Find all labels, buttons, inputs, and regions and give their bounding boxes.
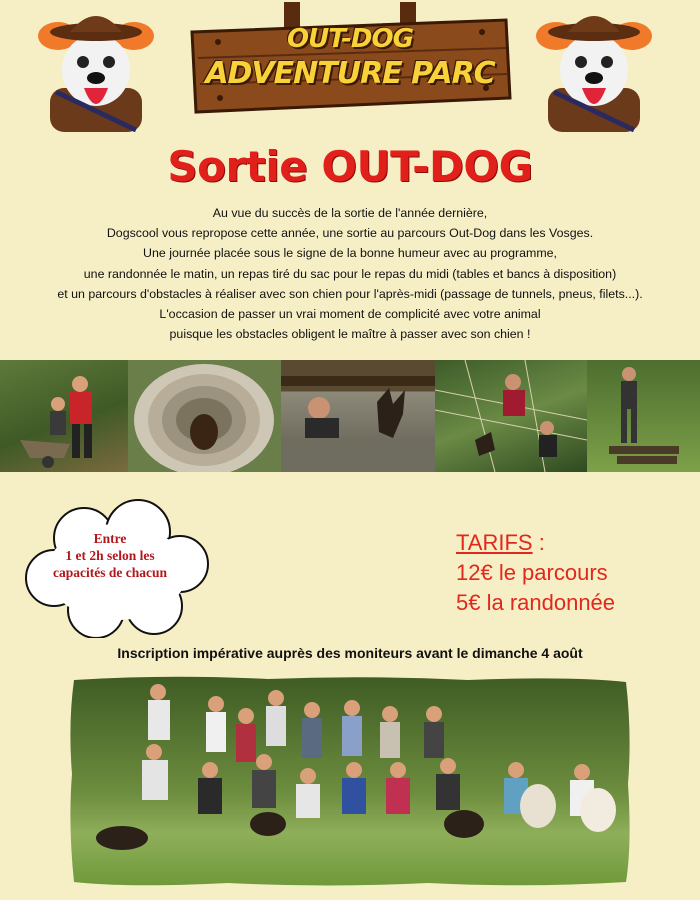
intro-text	[20, 203, 680, 344]
out-dog-logo	[188, 2, 512, 120]
photo-wheelbarrow	[0, 360, 128, 472]
tarifs-label: TARIFS	[456, 530, 533, 555]
photo-tunnel	[128, 360, 281, 472]
tarifs-colon: :	[532, 530, 545, 555]
group-photo	[68, 674, 632, 888]
intro-line: Au vue du succès de la sortie de l'année dernière,	[212, 206, 488, 220]
photo-net-obstacle	[435, 360, 587, 472]
duration-line: capacités de chacun	[53, 565, 167, 580]
intro-line: L'occasion de passer un vrai moment de complicité avec votre animal	[159, 307, 541, 322]
duration-line: Entre	[93, 531, 127, 546]
duration-line: 1 et 2h selon les	[65, 548, 155, 563]
logo-line2: ADVENTURE PARC	[205, 56, 495, 91]
photo-log-crossing	[587, 360, 700, 472]
logo-line1: OUT-DOG	[287, 24, 413, 54]
tarif-randonnee: 5€ la randonnée	[456, 590, 616, 615]
intro-line: et un parcours d'obstacles à réaliser avec son chien pour l'après-midi (passage de tunnels, pneus, filets...).	[57, 286, 643, 301]
intro-line: puisque les obstacles obligent le maître à passer avec son chien !	[169, 327, 531, 342]
duration-text	[30, 530, 190, 581]
page-title: Sortie OUT-DOG	[167, 142, 533, 191]
tarif-parcours: 12€ le parcours	[456, 560, 608, 585]
tarifs-block	[456, 528, 615, 618]
dog-mascot-left	[36, 0, 156, 132]
photo-strip	[0, 360, 700, 472]
dog-mascot-right	[534, 0, 654, 132]
photo-mud-crawl	[281, 360, 435, 472]
intro-line: Dogscool vous repropose cette année, une sortie au parcours Out-Dog dans les Vosges.	[106, 226, 594, 241]
intro-line: une randonnée le matin, un repas tiré du sac pour le repas du midi (tables et bancs à disposition)	[83, 266, 617, 281]
intro-line: Une journée placée sous le signe de la bonne humeur avec au programme,	[143, 246, 557, 261]
inscription-notice: Inscription impérative auprès des moniteurs avant le dimanche 4 août	[117, 645, 583, 661]
